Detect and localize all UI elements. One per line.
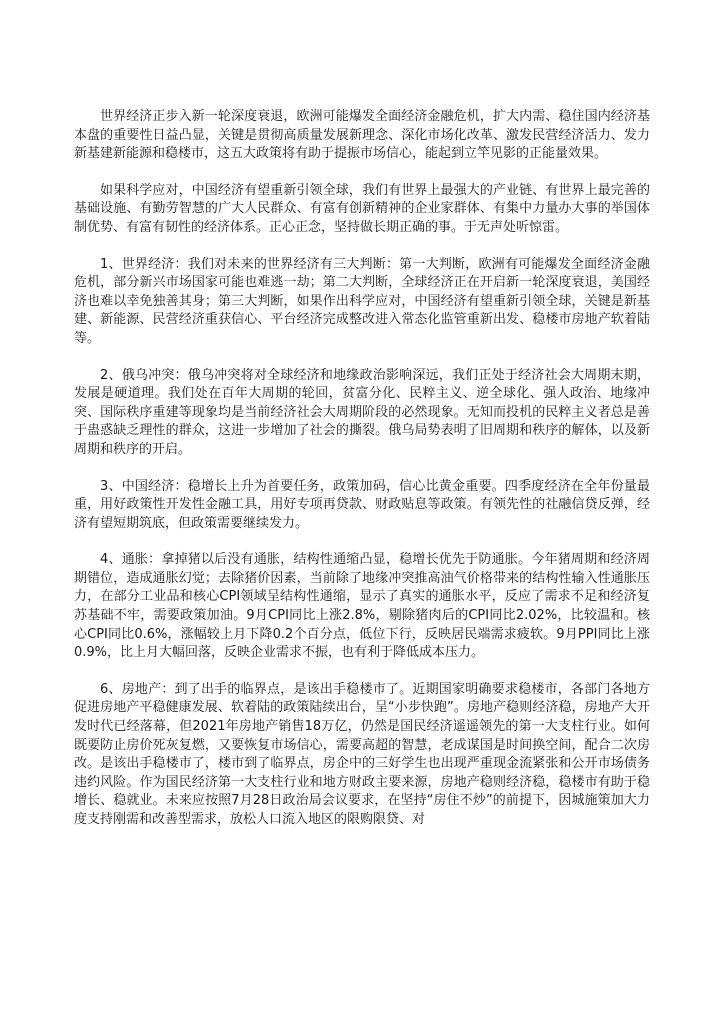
paragraph-world-economy: 1、世界经济：我们对未来的世界经济有三大判断：第一大判断，欧洲有可能爆发全面经济金融危机，部分新兴市场国家可能也难逃一劫；第二大判断，全球经济正在开启新一轮深度衰退，美国经济也难以幸免独善其身；第三大判断，如果作出科学应对，中国经济有望重新引领全球，关键是新基建、新能源、民营经济重获信心、平台经济完成整改进入常态化监管重新出发、稳楼市房地产软着陆等。 <box>74 256 650 346</box>
paragraph-real-estate: 6、房地产：到了出手的临界点，是该出手稳楼市了。近期国家明确要求稳楼市，各部门各地方促进房地产平稳健康发展、软着陆的政策陆续出台，呈“小步快跑”。房地产稳则经济稳，房地产大开发时代已经落幕，但2021年房地产销售18万亿，仍然是国民经济遥遥领先的第一大支柱行业。如何既要防止房价死灰复燃，又要恢复市场信心，需要高超的智慧，老成谋国是时间换空间，配合二次房改。是该出手稳楼市了，楼市到了临界点，房企中的三好学生也出现严重现金流紧张和公开市场债务违约风险。作为国民经济第一大支柱行业和地方财政主要来源，房地产稳则经济稳，稳楼市有助于稳增长、稳就业。未来应按照7月28日政治局会议要求，在坚持“房住不炒”的前提下，因城施策加大力度支持刚需和改善型需求，放松人口流入地区的限购限贷、对 <box>74 681 650 827</box>
paragraph-inflation: 4、通胀：拿掉猪以后没有通胀，结构性通缩凸显，稳增长优先于防通胀。今年猪周期和经济周期错位，造成通胀幻觉；去除猪价因素，当前除了地缘冲突推高油气价格带来的结构性输入性通胀压力，在部分工业品和核心CPI领域呈结构性通缩，显示了真实的通胀水平，反应了需求不足和经济复苏基础不牢，需要政策加油。9月CPI同比上涨2.8%，剔除猪肉后的CPI同比2.02%，比较温和。核心CPI同比0.6%，涨幅较上月下降0.2个百分点，低位下行，反映居民端需求疲软。9月PPI同比上涨0.9%，比上月大幅回落，反映企业需求不振，也有利于降低成本压力。 <box>74 552 650 661</box>
document-body <box>74 108 650 848</box>
paragraph-outlook: 如果科学应对，中国经济有望重新引领全球，我们有世界上最强大的产业链、有世界上最完善的基础设施、有勤劳智慧的广大人民群众、有富有创新精神的企业家群体、有集中力量办大事的举国体制优势、有富有韧性的经济体系。正心正念，坚持做长期正确的事。于无声处听惊雷。 <box>74 182 650 235</box>
paragraph-china-economy: 3、中国经济：稳增长上升为首要任务，政策加码，信心比黄金重要。四季度经济在全年份量最重，用好政策性开发性金融工具，用好专项再贷款、财政贴息等政策。有领先性的社融信贷反弹，经济有望短期筑底，但政策需要继续发力。 <box>74 478 650 531</box>
paragraph-intro: 世界经济正步入新一轮深度衰退，欧洲可能爆发全面经济金融危机，扩大内需、稳住国内经济基本盘的重要性日益凸显，关键是贯彻高质量发展新理念、深化市场化改革、激发民营经济活力、发力新基建新能源和稳楼市，这五大政策将有助于提振市场信心，能起到立竿见影的正能量效果。 <box>74 109 650 162</box>
paragraph-russia-ukraine: 2、俄乌冲突：俄乌冲突将对全球经济和地缘政治影响深远，我们正处于经济社会大周期末期，发展是硬道理。我们处在百年大周期的轮回，贫富分化、民粹主义、逆全球化、强人政治、地缘冲突、国际秩序重建等现象均是当前经济社会大周期阶段的必然现象。无知而投机的民粹主义者总是善于蛊惑缺乏理性的群众，这进一步增加了社会的撕裂。俄乌局势表明了旧周期和秩序的解体，以及新周期和秩序的开启。 <box>74 367 650 457</box>
